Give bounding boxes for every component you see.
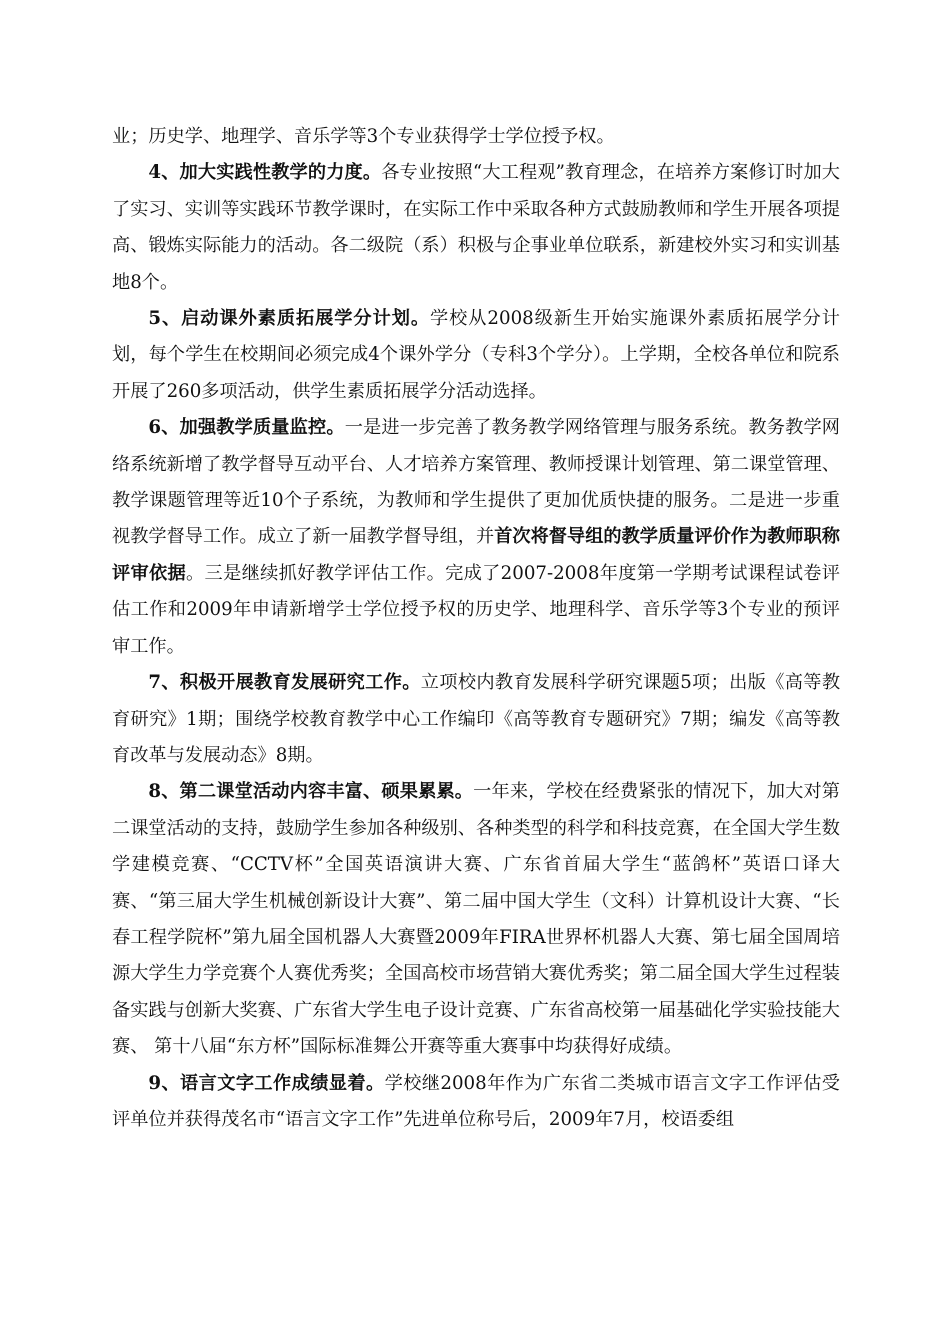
paragraph-6-body-part2: 。三是继续抓好教学评估工作。完成了2007-2008年度第一学期考试课程试卷评估工作和2009年申请新增学士学位授予权的历史学、地理科学、音乐学等3个专业的预评审工作。 xyxy=(112,562,840,657)
paragraph-6-heading: 6、加强教学质量监控。 xyxy=(148,417,345,439)
paragraph-9-heading: 9、语言文字工作成绩显着。 xyxy=(148,1072,385,1094)
paragraph-4-heading: 4、加大实践性教学的力度。 xyxy=(148,162,382,184)
paragraph-8-heading: 8、第二课堂活动内容丰富、硕果累累。 xyxy=(148,781,474,803)
paragraph-9 xyxy=(112,1066,840,1139)
paragraph-6 xyxy=(112,410,840,665)
paragraph-8 xyxy=(112,774,840,1065)
paragraph-4 xyxy=(112,155,840,301)
paragraph-5 xyxy=(112,301,840,410)
paragraph-4-body: 各专业按照“大工程观”教育理念，在培养方案修订时加大了实习、实训等实践环节教学课时，在实际工作中采取各种方式鼓励教师和学生开展各项提高、锻炼实际能力的活动。各二级院（系）积极与企事业单位联系，新建校外实习和实训基地8个。 xyxy=(112,162,840,293)
paragraph-5-heading: 5、启动课外素质拓展学分计划。 xyxy=(148,308,430,330)
document-page xyxy=(112,119,840,1138)
paragraph-continuation: 业；历史学、地理学、音乐学等3个专业获得学士学位授予权。 xyxy=(112,126,615,147)
paragraph-7 xyxy=(112,665,840,774)
paragraph-7-body: 立项校内教育发展科学研究课题5项；出版《高等教育研究》1期；围绕学校教育教学中心工作编印《高等教育专题研究》7期；编发《高等教育改革与发展动态》8期。 xyxy=(112,672,841,766)
paragraph-8-body: 一年来，学校在经费紧张的情况下，加大对第二课堂活动的支持，鼓励学生参加各种级别、各种类型的科学和科技竞赛，在全国大学生数学建模竞赛、“CCTV杯”全国英语演讲大赛、广东省首届大学生“蓝鸽杯”英语口译大赛、“第三届大学生机械创新设计大赛”、第二届中国大学生（文科）计算机设计大赛、“长春工程学院杯”第九届全国机器人大赛暨2009年FIRA世界杯机器人大赛、第七届全国周培源大学生力学竞赛个人赛优秀奖；全国高校市场营销大赛优秀奖；第二届全国大学生过程装备实践与创新大奖赛、广东省大学生电子设计竞赛、广东省高校第一届基础化学实验技能大赛、 第十八届“东方杯”国际标准舞公开赛等重大赛事中均获得好成绩。 xyxy=(112,781,840,1058)
paragraph-5-body: 学校从2008级新生开始实施课外素质拓展学分计划，每个学生在校期间必须完成4个课外学分（专科3个学分）。上学期，全校各单位和院系开展了260多项活动，供学生素质拓展学分活动选择。 xyxy=(112,308,840,402)
paragraph-7-heading: 7、积极开展教育发展研究工作。 xyxy=(148,672,421,694)
paragraph-6-bold-phrase: 首次将督导组的教学质量评价作为教师职称评审依据 xyxy=(112,526,840,584)
paragraph-9-body: 学校继2008年作为广东省二类城市语言文字工作评估受评单位并获得茂名市“语言文字工作”先进单位称号后，2009年7月，校语委组 xyxy=(112,1072,840,1130)
paragraph-6-body-part1: 一是进一步完善了教务教学网络管理与服务系统。教务教学网络系统新增了教学督导互动平台、人才培养方案管理、教师授课计划管理、第二课堂管理、教学课题管理等近10个子系统，为教师和学生提供了更加优质快捷的服务。二是进一步重视教学督导工作。成立了新一届教学督导组，并 xyxy=(112,417,840,548)
